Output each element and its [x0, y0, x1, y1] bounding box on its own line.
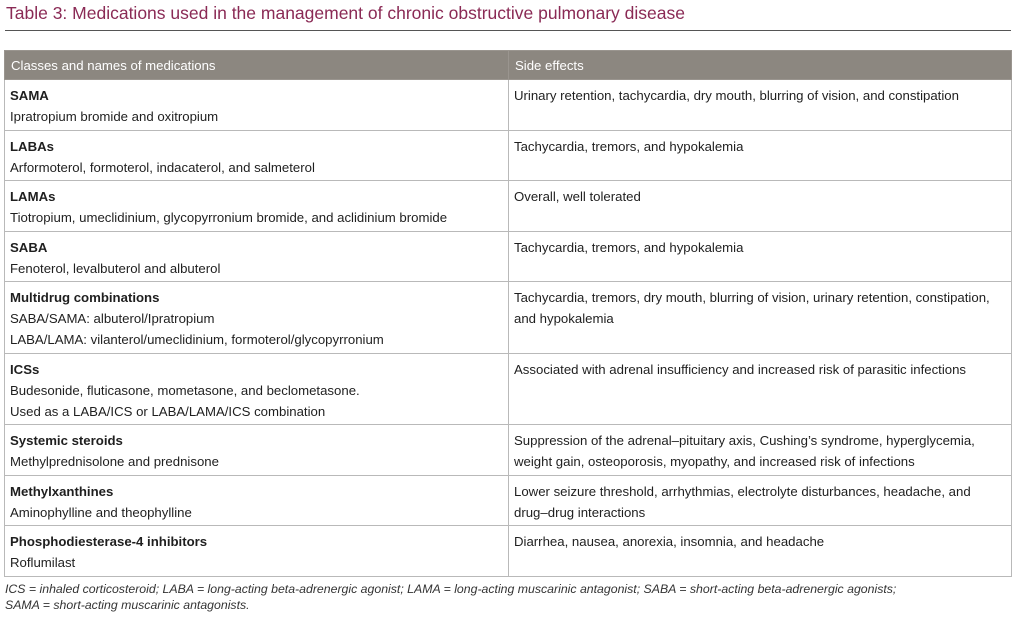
- medication-class: Methylxanthines: [10, 484, 114, 499]
- medication-class: Phosphodiesterase-4 inhibitors: [10, 534, 208, 549]
- medication-cell: [5, 232, 509, 282]
- title-divider: [5, 30, 1011, 31]
- side-effects-cell: [509, 526, 1012, 577]
- table-row: [5, 181, 1012, 232]
- side-effects-cell: [509, 181, 1012, 232]
- column-header-side-effects: Side effects: [509, 51, 1012, 80]
- side-effects-cell: [509, 425, 1012, 476]
- medication-class: ICSs: [10, 362, 40, 377]
- medication-names: Aminophylline and theophylline: [10, 505, 192, 520]
- medication-names: Arformoterol, formoterol, indacaterol, and salmeterol: [10, 160, 315, 175]
- side-effects-cell: [509, 354, 1012, 425]
- side-effects-text: Overall, well tolerated: [514, 189, 641, 204]
- table-title: Table 3: Medications used in the management of chronic obstructive pulmonary disease: [6, 3, 685, 23]
- medication-class: SABA: [10, 240, 48, 255]
- medication-names: Budesonide, fluticasone, mometasone, and beclometasone.: [10, 383, 360, 398]
- side-effects-text: Tachycardia, tremors, and hypokalemia: [514, 240, 744, 255]
- side-effects-text: and hypokalemia: [514, 311, 614, 326]
- medications-table: [4, 50, 1012, 577]
- side-effects-cell: [509, 476, 1012, 526]
- side-effects-text: Suppression of the adrenal–pituitary axis, Cushing’s syndrome, hyperglycemia,: [514, 433, 975, 448]
- medication-cell: [5, 526, 509, 577]
- medication-cell: [5, 425, 509, 476]
- side-effects-cell: [509, 232, 1012, 282]
- medication-class: Multidrug combinations: [10, 290, 160, 305]
- medication-names: LABA/LAMA: vilanterol/umeclidinium, formoterol/glycopyrronium: [10, 332, 384, 347]
- medication-class: LABAs: [10, 139, 54, 154]
- side-effects-text: Tachycardia, tremors, and hypokalemia: [514, 139, 744, 154]
- column-header-medications: Classes and names of medications: [5, 51, 509, 80]
- table-row: [5, 476, 1012, 526]
- medication-cell: [5, 476, 509, 526]
- side-effects-text: weight gain, osteoporosis, myopathy, and increased risk of infections: [514, 454, 915, 469]
- table-row: [5, 131, 1012, 181]
- side-effects-text: Lower seizure threshold, arrhythmias, electrolyte disturbances, headache, and: [514, 484, 971, 499]
- medication-cell: [5, 181, 509, 232]
- medication-names: SABA/SAMA: albuterol/Ipratropium: [10, 311, 215, 326]
- medication-cell: [5, 80, 509, 131]
- side-effects-text: drug–drug interactions: [514, 505, 646, 520]
- side-effects-text: Urinary retention, tachycardia, dry mouth, blurring of vision, and constipation: [514, 88, 959, 103]
- table-row: [5, 354, 1012, 425]
- side-effects-cell: [509, 80, 1012, 131]
- medication-cell: [5, 131, 509, 181]
- footnote-line: SAMA = short-acting muscarinic antagonists.: [5, 598, 250, 612]
- table-row: [5, 232, 1012, 282]
- table-row: [5, 526, 1012, 577]
- medication-cell: [5, 282, 509, 354]
- medication-cell: [5, 354, 509, 425]
- side-effects-text: Tachycardia, tremors, dry mouth, blurring of vision, urinary retention, constipation,: [514, 290, 990, 305]
- medication-class: Systemic steroids: [10, 433, 123, 448]
- side-effects-text: Associated with adrenal insufficiency and increased risk of parasitic infections: [514, 362, 967, 377]
- medication-names: Roflumilast: [10, 555, 76, 570]
- table-row: [5, 80, 1012, 131]
- medication-names: Used as a LABA/ICS or LABA/LAMA/ICS combination: [10, 404, 326, 419]
- table-row: [5, 425, 1012, 476]
- medication-class: SAMA: [10, 88, 49, 103]
- table-row: [5, 282, 1012, 354]
- footnote-line: ICS = inhaled corticosteroid; LABA = long-acting beta-adrenergic agonist; LAMA = long-acting muscarinic antagonist; SABA = short-acting beta-adrenergic agonists;: [5, 582, 897, 596]
- medication-names: Ipratropium bromide and oxitropium: [10, 109, 219, 124]
- medication-names: Fenoterol, levalbuterol and albuterol: [10, 261, 221, 276]
- side-effects-text: Diarrhea, nausea, anorexia, insomnia, and headache: [514, 534, 825, 549]
- table-footnote: [5, 581, 1005, 613]
- table-header-row: [5, 51, 1012, 80]
- side-effects-cell: [509, 282, 1012, 354]
- medication-names: Methylprednisolone and prednisone: [10, 454, 219, 469]
- medication-class: LAMAs: [10, 189, 56, 204]
- side-effects-cell: [509, 131, 1012, 181]
- medication-names: Tiotropium, umeclidinium, glycopyrronium bromide, and aclidinium bromide: [10, 210, 448, 225]
